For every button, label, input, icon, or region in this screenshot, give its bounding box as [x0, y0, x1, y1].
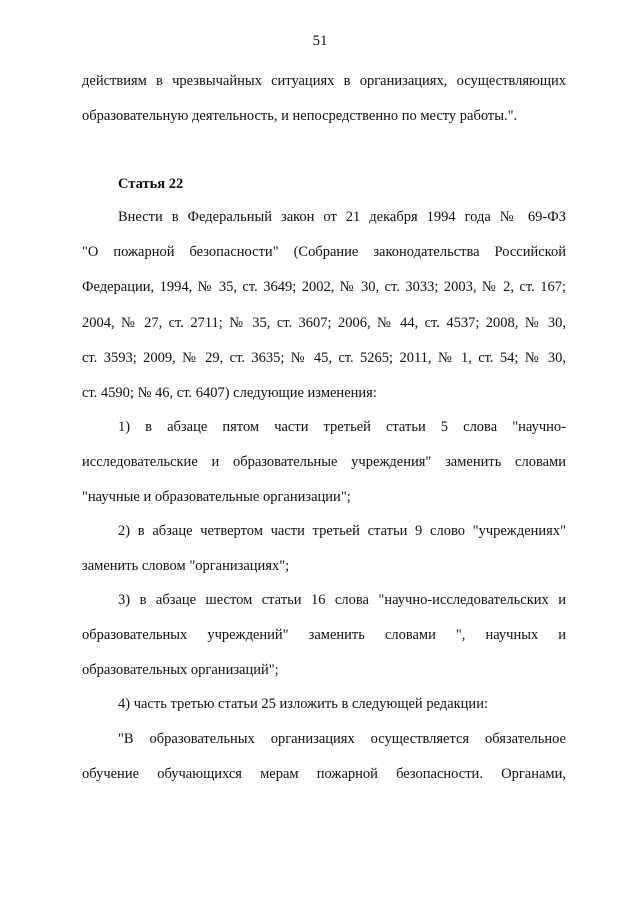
text-line: ст. 4590; № 46, ст. 6407) следующие изменения: [82, 385, 377, 402]
text-line: Внести в Федеральный закон от 21 декабря 1994 года № 69-ФЗ [118, 209, 566, 225]
intro-paragraph [82, 64, 566, 134]
text-line: исследовательские и образовательные учреждения" заменить словами [82, 454, 566, 471]
text-line: 3) в абзаце шестом статьи 16 слова "научно-исследовательских и [118, 592, 566, 608]
text-line: Федерации, 1994, № 35, ст. 3649; 2002, № 30, ст. 3033; 2003, № 2, ст. 167; [82, 279, 566, 296]
amendment-item-1 [82, 410, 566, 516]
text-line: "В образовательных организациях осуществляется обязательное [118, 731, 566, 747]
amendment-item-2 [82, 514, 566, 584]
amendment-item-4 [82, 687, 566, 722]
text-line: 2004, № 27, ст. 2711; № 35, ст. 3607; 2006, № 44, ст. 4537; 2008, № 30, [82, 314, 566, 331]
text-line: образовательную деятельность, и непосредственно по месту работы.". [82, 108, 518, 125]
text-line: образовательных учреждений" заменить словами ", научных и [82, 627, 566, 644]
text-line: обучение обучающихся мерам пожарной безопасности. Органами, [82, 766, 566, 783]
article-heading: Статья 22 [118, 176, 184, 192]
text-line: действиям в чрезвычайных ситуациях в организациях, осуществляющих [82, 73, 566, 89]
text-line: 2) в абзаце четвертом части третьей статьи 9 слово "учреждениях" [118, 523, 566, 539]
text-line: 4) часть третью статьи 25 изложить в следующей редакции: [118, 696, 488, 712]
text-line: 1) в абзаце пятом части третьей статьи 5 слова "научно- [118, 419, 566, 435]
text-line: "О пожарной безопасности" (Собрание законодательства Российской [82, 244, 566, 261]
quoted-text [82, 722, 566, 792]
amendment-item-3 [82, 583, 566, 689]
article-paragraph [82, 200, 566, 411]
text-line: образовательных организаций"; [82, 662, 279, 679]
text-line: ст. 3593; 2009, № 29, ст. 3635; № 45, ст. 5265; 2011, № 1, ст. 54; № 30, [82, 349, 566, 366]
text-line: "научные и образовательные организации"; [82, 489, 351, 506]
page-number: 51 [312, 33, 328, 49]
text-line: заменить словом "организациях"; [82, 558, 290, 575]
